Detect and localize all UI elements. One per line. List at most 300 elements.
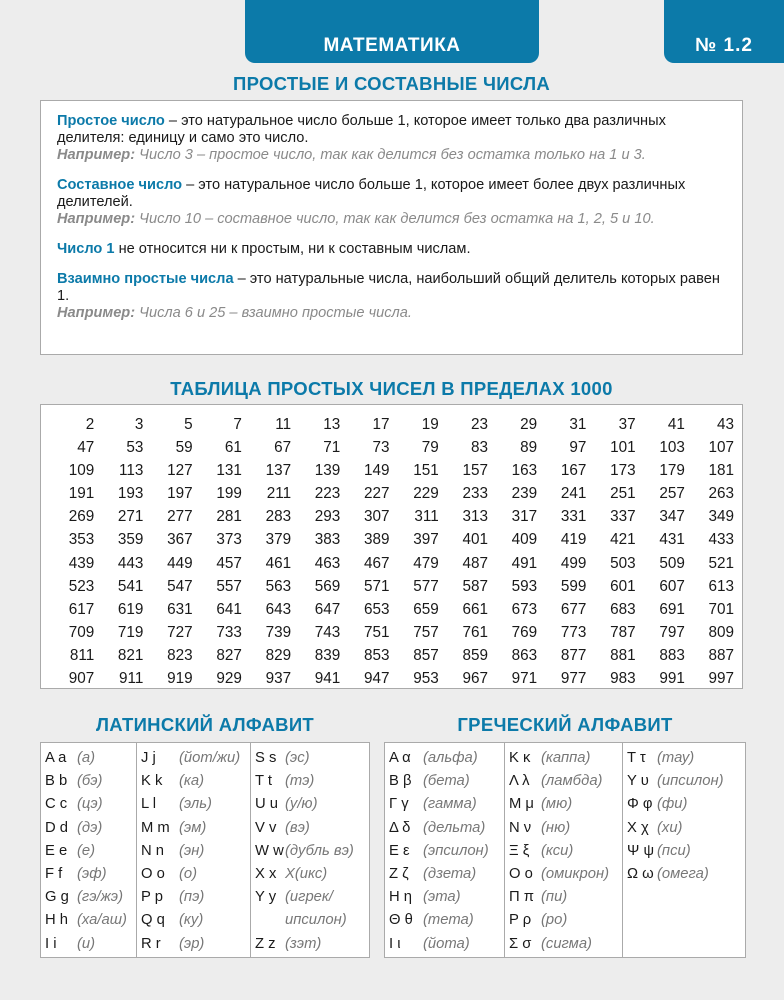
prime-cell: 499 [560, 554, 587, 572]
latin-column [137, 743, 251, 957]
greek-column [505, 743, 623, 957]
letter-pronunciation: (пи) [541, 889, 568, 906]
primes-row [45, 575, 734, 598]
prime-cell: 241 [560, 485, 587, 503]
prime-cell: 541 [117, 577, 144, 595]
coprime-definition [57, 271, 728, 322]
letter-pair: Ζ ζ [389, 865, 409, 882]
prime-cell: 271 [117, 508, 144, 526]
prime-cell: 797 [659, 623, 685, 641]
prime-cell: 61 [224, 439, 242, 457]
prime-cell: 739 [265, 623, 292, 641]
letter-pronunciation: (игрек/ [285, 889, 334, 906]
letter-pair: R r [141, 935, 161, 952]
letter-pair: Δ δ [389, 819, 411, 836]
letter-pronunciation: (и) [77, 935, 96, 952]
letter-pair: Σ σ [509, 935, 532, 952]
letter-pronunciation: Х(икс) [285, 865, 328, 882]
letter-pair: P p [141, 889, 163, 906]
latin-letter-row [251, 747, 369, 770]
letter-pronunciation: (тета) [423, 912, 474, 929]
latin-letter-row [137, 886, 250, 909]
latin-letter-row [41, 770, 136, 793]
prime-cell: 997 [708, 670, 735, 688]
greek-letter-row [385, 770, 504, 793]
greek-letter-row [385, 747, 504, 770]
letter-pronunciation: (эта) [423, 889, 461, 906]
letter-pronunciation: (гамма) [423, 796, 477, 813]
prime-cell: 761 [462, 623, 488, 641]
letter-pronunciation: (у/ю) [285, 796, 318, 813]
definitions-title: ПРОСТЫЕ И СОСТАВНЫЕ ЧИСЛА [232, 73, 551, 94]
prime-cell: 353 [68, 531, 95, 549]
prime-cell: 457 [216, 554, 242, 572]
latin-letter-row [251, 863, 369, 886]
letter-pair: Π π [509, 889, 535, 906]
prime-cell: 383 [314, 531, 341, 549]
prime-cell: 181 [708, 462, 735, 480]
latin-letter-row [137, 817, 250, 840]
latin-letter-row [251, 909, 369, 932]
letter-pair: Υ υ [627, 773, 649, 790]
letter-pronunciation: (ка) [179, 773, 205, 790]
latin-letter-row [41, 863, 136, 886]
latin-letter-row [137, 909, 250, 932]
latin-letter-row [41, 793, 136, 816]
prime-cell: 953 [413, 670, 439, 688]
letter-pair: Ρ ρ [509, 912, 532, 929]
letter-pair: V v [255, 819, 277, 836]
prime-cell: 809 [708, 623, 735, 641]
letter-pair: J j [141, 750, 156, 766]
prime-cell: 647 [314, 600, 341, 618]
prime-cell: 467 [364, 554, 390, 572]
prime-cell: 379 [265, 531, 292, 549]
prime-cell: 89 [520, 439, 538, 457]
letter-pronunciation: (фи) [657, 796, 688, 813]
prime-cell: 109 [68, 462, 95, 480]
one-term: Число 1 [57, 241, 115, 257]
composite-example: Число 10 – составное число, так как делится без остатка на 1, 2, 5 и 10. [135, 211, 655, 227]
prime-cell: 881 [610, 646, 636, 664]
prime-cell: 197 [167, 485, 193, 503]
prime-cell: 43 [717, 416, 735, 433]
greek-letter-row [385, 909, 504, 932]
prime-cell: 419 [560, 531, 587, 549]
greek-letter-row [385, 817, 504, 840]
prime-cell: 907 [68, 670, 95, 688]
letter-pair: K k [141, 773, 163, 790]
greek-letter-row [623, 840, 745, 863]
prime-cell: 349 [708, 508, 735, 526]
letter-pronunciation: (дубль вэ) [285, 842, 354, 859]
prime-cell: 103 [659, 439, 685, 457]
prime-cell: 7 [233, 416, 242, 433]
prime-cell: 313 [462, 508, 488, 526]
letter-pronunciation: (эпсилон) [423, 842, 489, 859]
latin-letter-row [137, 863, 250, 886]
letter-pair: Z z [255, 935, 276, 952]
prime-cell: 433 [708, 531, 735, 549]
letter-pair: Β β [389, 773, 412, 790]
prime-cell: 443 [117, 554, 144, 572]
letter-pronunciation: (бета) [423, 773, 470, 790]
prime-cell: 571 [364, 577, 390, 595]
prime-cell: 29 [520, 416, 538, 433]
letter-pair: Ω ω [627, 865, 654, 882]
prime-cell: 509 [659, 554, 685, 572]
prime-cell: 971 [511, 670, 538, 688]
latin-letter-row [251, 840, 369, 863]
prime-cell: 31 [569, 416, 587, 433]
prime-cell: 991 [659, 670, 685, 688]
primes-table [40, 404, 743, 689]
prime-text: – это натуральное число больше 1, которое имеет только два различных делителя: единицу и само это число. [57, 113, 666, 146]
prime-cell: 193 [117, 485, 144, 503]
composite-definition [57, 177, 728, 228]
letter-pair: Η η [389, 889, 413, 906]
letter-pronunciation: (альфа) [423, 750, 478, 766]
prime-cell: 883 [659, 646, 685, 664]
prime-cell: 307 [364, 508, 390, 526]
prime-term: Простое число [57, 113, 165, 129]
letter-pair: Ψ ψ [627, 842, 655, 859]
coprime-term: Взаимно простые числа [57, 271, 234, 287]
latin-letter-row [41, 817, 136, 840]
letter-pronunciation: (пэ) [179, 889, 205, 906]
letter-pair: Q q [141, 912, 165, 929]
prime-cell: 79 [421, 439, 439, 457]
letter-pronunciation: (эм) [179, 819, 207, 836]
letter-pair: Ι ι [389, 935, 401, 952]
latin-letter-row [137, 793, 250, 816]
greek-letter-row [385, 886, 504, 909]
letter-pronunciation: (мю) [541, 796, 573, 813]
prime-cell: 599 [560, 577, 587, 595]
letter-pair: W w [255, 842, 284, 859]
greek-letter-row [623, 793, 745, 816]
prime-cell: 757 [413, 623, 439, 641]
prime-cell: 701 [708, 600, 735, 618]
latin-letter-row [41, 747, 136, 770]
prime-cell: 137 [265, 462, 292, 480]
prime-cell: 139 [314, 462, 341, 480]
latin-letter-row [137, 747, 250, 770]
greek-letter-row [623, 770, 745, 793]
greek-column [385, 743, 505, 957]
greek-letter-row [385, 793, 504, 816]
prime-cell: 659 [413, 600, 439, 618]
composite-text: – это натуральное число больше 1, которое имеет более двух различных делителей. [57, 177, 686, 210]
letter-pronunciation: (дзета) [423, 865, 477, 882]
prime-cell: 521 [708, 554, 735, 572]
letter-pair: C c [45, 796, 68, 813]
greek-letter-row [505, 840, 622, 863]
letter-pair: F f [45, 865, 63, 882]
prime-cell: 199 [216, 485, 242, 503]
prime-cell: 743 [314, 623, 341, 641]
prime-cell: 787 [610, 623, 636, 641]
latin-letter-row [251, 770, 369, 793]
prime-cell: 751 [364, 623, 390, 641]
greek-letter-row [505, 793, 622, 816]
prime-cell: 463 [314, 554, 341, 572]
prime-cell: 887 [708, 646, 735, 664]
prime-cell: 37 [618, 416, 636, 433]
prime-cell: 937 [265, 670, 292, 688]
primes-row [45, 552, 734, 575]
prime-definition [57, 113, 728, 164]
greek-alphabet-title: ГРЕЧЕСКИЙ АЛФАВИТ [457, 714, 673, 735]
prime-cell: 911 [119, 670, 144, 688]
prime-cell: 337 [610, 508, 636, 526]
letter-pronunciation: (омега) [657, 865, 709, 882]
letter-pair: U u [255, 796, 279, 813]
prime-cell: 239 [511, 485, 538, 503]
prime-example: Число 3 – простое число, так как делится без остатка только на 1 и 3. [135, 147, 646, 163]
greek-letter-row [505, 909, 622, 932]
letter-pronunciation: (бэ) [77, 773, 103, 790]
prime-cell: 811 [69, 646, 95, 664]
greek-letter-row [385, 863, 504, 886]
prime-cell: 863 [511, 646, 538, 664]
letter-pronunciation: (е) [77, 842, 96, 859]
prime-example-label: Например: [57, 147, 136, 163]
letter-pronunciation: (дельта) [423, 819, 486, 836]
one-definition [57, 241, 728, 258]
greek-column [623, 743, 745, 957]
prime-cell: 947 [364, 670, 390, 688]
prime-cell: 389 [364, 531, 390, 549]
letter-pair: O o [141, 865, 165, 882]
prime-cell: 877 [560, 646, 587, 664]
prime-cell: 347 [659, 508, 685, 526]
prime-cell: 67 [274, 439, 292, 457]
letter-pair: B b [45, 773, 68, 790]
letter-pronunciation: (вэ) [285, 819, 310, 836]
prime-cell: 691 [659, 600, 685, 618]
prime-cell: 983 [610, 670, 636, 688]
prime-cell: 397 [413, 531, 439, 549]
letter-pair [251, 909, 285, 932]
primes-table-title: ТАБЛИЦА ПРОСТЫХ ЧИСЕЛ В ПРЕДЕЛАХ 1000 [170, 378, 613, 399]
prime-cell: 449 [167, 554, 193, 572]
prime-cell: 487 [462, 554, 488, 572]
prime-cell: 269 [68, 508, 95, 526]
letter-pronunciation: (йот/жи) [179, 750, 241, 766]
latin-letter-row [41, 886, 136, 909]
letter-pair: S s [255, 750, 277, 766]
prime-cell: 857 [413, 646, 439, 664]
latin-letter-row [137, 933, 250, 956]
prime-cell: 733 [216, 623, 242, 641]
prime-cell: 97 [569, 439, 587, 457]
prime-cell: 127 [167, 462, 193, 480]
letter-pair: L l [141, 796, 157, 813]
letter-pronunciation: (кси) [541, 842, 574, 859]
letter-pronunciation: ипсилон) [285, 912, 347, 929]
letter-pair: E e [45, 842, 68, 859]
prime-cell: 373 [216, 531, 242, 549]
prime-cell: 223 [314, 485, 341, 503]
prime-cell: 211 [266, 485, 292, 503]
letter-pronunciation: (ро) [541, 912, 568, 929]
latin-letter-row [41, 840, 136, 863]
prime-cell: 149 [364, 462, 390, 480]
prime-cell: 257 [659, 485, 685, 503]
prime-cell: 547 [167, 577, 193, 595]
letter-pair: A a [45, 750, 67, 766]
prime-cell: 83 [470, 439, 488, 457]
subject-title: МАТЕМАТИКА [323, 35, 461, 56]
prime-cell: 839 [314, 646, 341, 664]
letter-pronunciation: (тау) [657, 750, 695, 766]
prime-cell: 293 [314, 508, 341, 526]
letter-pair: X x [255, 865, 277, 882]
letter-pair: T t [255, 773, 272, 790]
prime-cell: 431 [659, 531, 685, 549]
prime-cell: 613 [708, 577, 735, 595]
prime-cell: 367 [167, 531, 193, 549]
primes-row [45, 598, 734, 621]
prime-cell: 727 [167, 623, 193, 641]
prime-cell: 311 [414, 508, 439, 526]
letter-pair: Y y [255, 889, 277, 906]
letter-pair: H h [45, 912, 69, 929]
latin-letter-row [137, 770, 250, 793]
prime-cell: 229 [413, 485, 439, 503]
letter-pronunciation: (хи) [657, 819, 683, 836]
prime-cell: 461 [265, 554, 292, 572]
prime-cell: 113 [119, 462, 144, 480]
prime-cell: 47 [77, 439, 95, 457]
primes-row [45, 528, 734, 551]
prime-cell: 491 [511, 554, 538, 572]
latin-letter-row [137, 840, 250, 863]
prime-cell: 683 [610, 600, 636, 618]
prime-cell: 359 [117, 531, 144, 549]
latin-column [251, 743, 369, 957]
prime-cell: 179 [659, 462, 685, 480]
prime-cell: 941 [314, 670, 341, 688]
prime-cell: 919 [167, 670, 193, 688]
letter-pronunciation: (эн) [179, 842, 205, 859]
prime-cell: 829 [265, 646, 292, 664]
prime-cell: 673 [511, 600, 538, 618]
greek-letter-row [505, 817, 622, 840]
prime-cell: 3 [134, 416, 144, 433]
letter-pronunciation: (ку) [179, 912, 204, 929]
prime-cell: 263 [708, 485, 735, 503]
greek-letter-row [385, 840, 504, 863]
prime-cell: 653 [364, 600, 390, 618]
prime-cell: 977 [560, 670, 587, 688]
prime-cell: 71 [323, 439, 341, 457]
prime-cell: 281 [216, 508, 242, 526]
prime-cell: 601 [610, 577, 636, 595]
prime-cell: 167 [560, 462, 587, 480]
prime-cell: 563 [265, 577, 292, 595]
greek-letter-row [623, 863, 745, 886]
greek-letter-row [505, 747, 622, 770]
prime-cell: 157 [462, 462, 488, 480]
latin-letter-row [251, 817, 369, 840]
prime-cell: 17 [372, 416, 390, 433]
prime-cell: 641 [216, 600, 242, 618]
prime-cell: 131 [216, 462, 242, 480]
prime-cell: 503 [610, 554, 636, 572]
primes-row [45, 621, 734, 644]
latin-alphabet-table [40, 742, 370, 958]
letter-pair: N n [141, 842, 165, 859]
latin-column [41, 743, 137, 957]
prime-cell: 821 [117, 646, 144, 664]
greek-letter-row [505, 886, 622, 909]
primes-row [45, 667, 734, 690]
prime-cell: 967 [462, 670, 488, 688]
letter-pronunciation: (ха/аш) [77, 912, 127, 929]
letter-pair: Κ κ [509, 750, 531, 766]
latin-letter-row [41, 933, 136, 956]
prime-cell: 557 [216, 577, 242, 595]
prime-cell: 317 [511, 508, 538, 526]
letter-pronunciation: (ипсилон) [657, 773, 724, 790]
letter-pair: Φ φ [627, 796, 653, 813]
greek-letter-row [385, 933, 504, 956]
letter-pair: I i [45, 935, 57, 952]
letter-pronunciation: (гэ/жэ) [77, 889, 123, 906]
prime-cell: 479 [413, 554, 439, 572]
prime-cell: 587 [462, 577, 488, 595]
prime-cell: 859 [462, 646, 488, 664]
letter-pair: Γ γ [389, 796, 409, 813]
prime-cell: 661 [462, 600, 488, 618]
letter-pronunciation: (эр) [179, 935, 205, 952]
composite-example-label: Например: [57, 211, 136, 227]
prime-cell: 769 [511, 623, 538, 641]
prime-cell: 13 [323, 416, 341, 433]
letter-pair: Ο ο [509, 865, 533, 882]
prime-cell: 619 [117, 600, 144, 618]
letter-pronunciation: (а) [77, 750, 96, 766]
letter-pronunciation: (ню) [541, 819, 571, 836]
prime-cell: 41 [667, 416, 685, 433]
subject-tab [245, 0, 539, 63]
prime-cell: 227 [364, 485, 390, 503]
prime-cell: 233 [462, 485, 488, 503]
greek-letter-row [623, 747, 745, 770]
primes-row [45, 436, 734, 459]
letter-pair: Τ τ [627, 750, 646, 766]
prime-cell: 409 [511, 531, 538, 549]
prime-cell: 577 [413, 577, 439, 595]
letter-pronunciation: (ламбда) [541, 773, 603, 790]
prime-cell: 2 [85, 416, 95, 433]
primes-row [45, 644, 734, 667]
letter-pronunciation: (цэ) [77, 796, 103, 813]
one-text: не относится ни к простым, ни к составным числам. [114, 241, 471, 257]
letter-pronunciation: (эс) [285, 750, 310, 766]
coprime-example-label: Например: [57, 305, 136, 321]
latin-letter-row [251, 793, 369, 816]
coprime-example: Числа 6 и 25 – взаимно простые числа. [135, 305, 412, 321]
greek-letter-row [623, 817, 745, 840]
prime-cell: 251 [610, 485, 636, 503]
primes-row [45, 482, 734, 505]
prime-cell: 401 [462, 531, 488, 549]
letter-pair: Ε ε [389, 842, 410, 859]
prime-cell: 719 [117, 623, 144, 641]
